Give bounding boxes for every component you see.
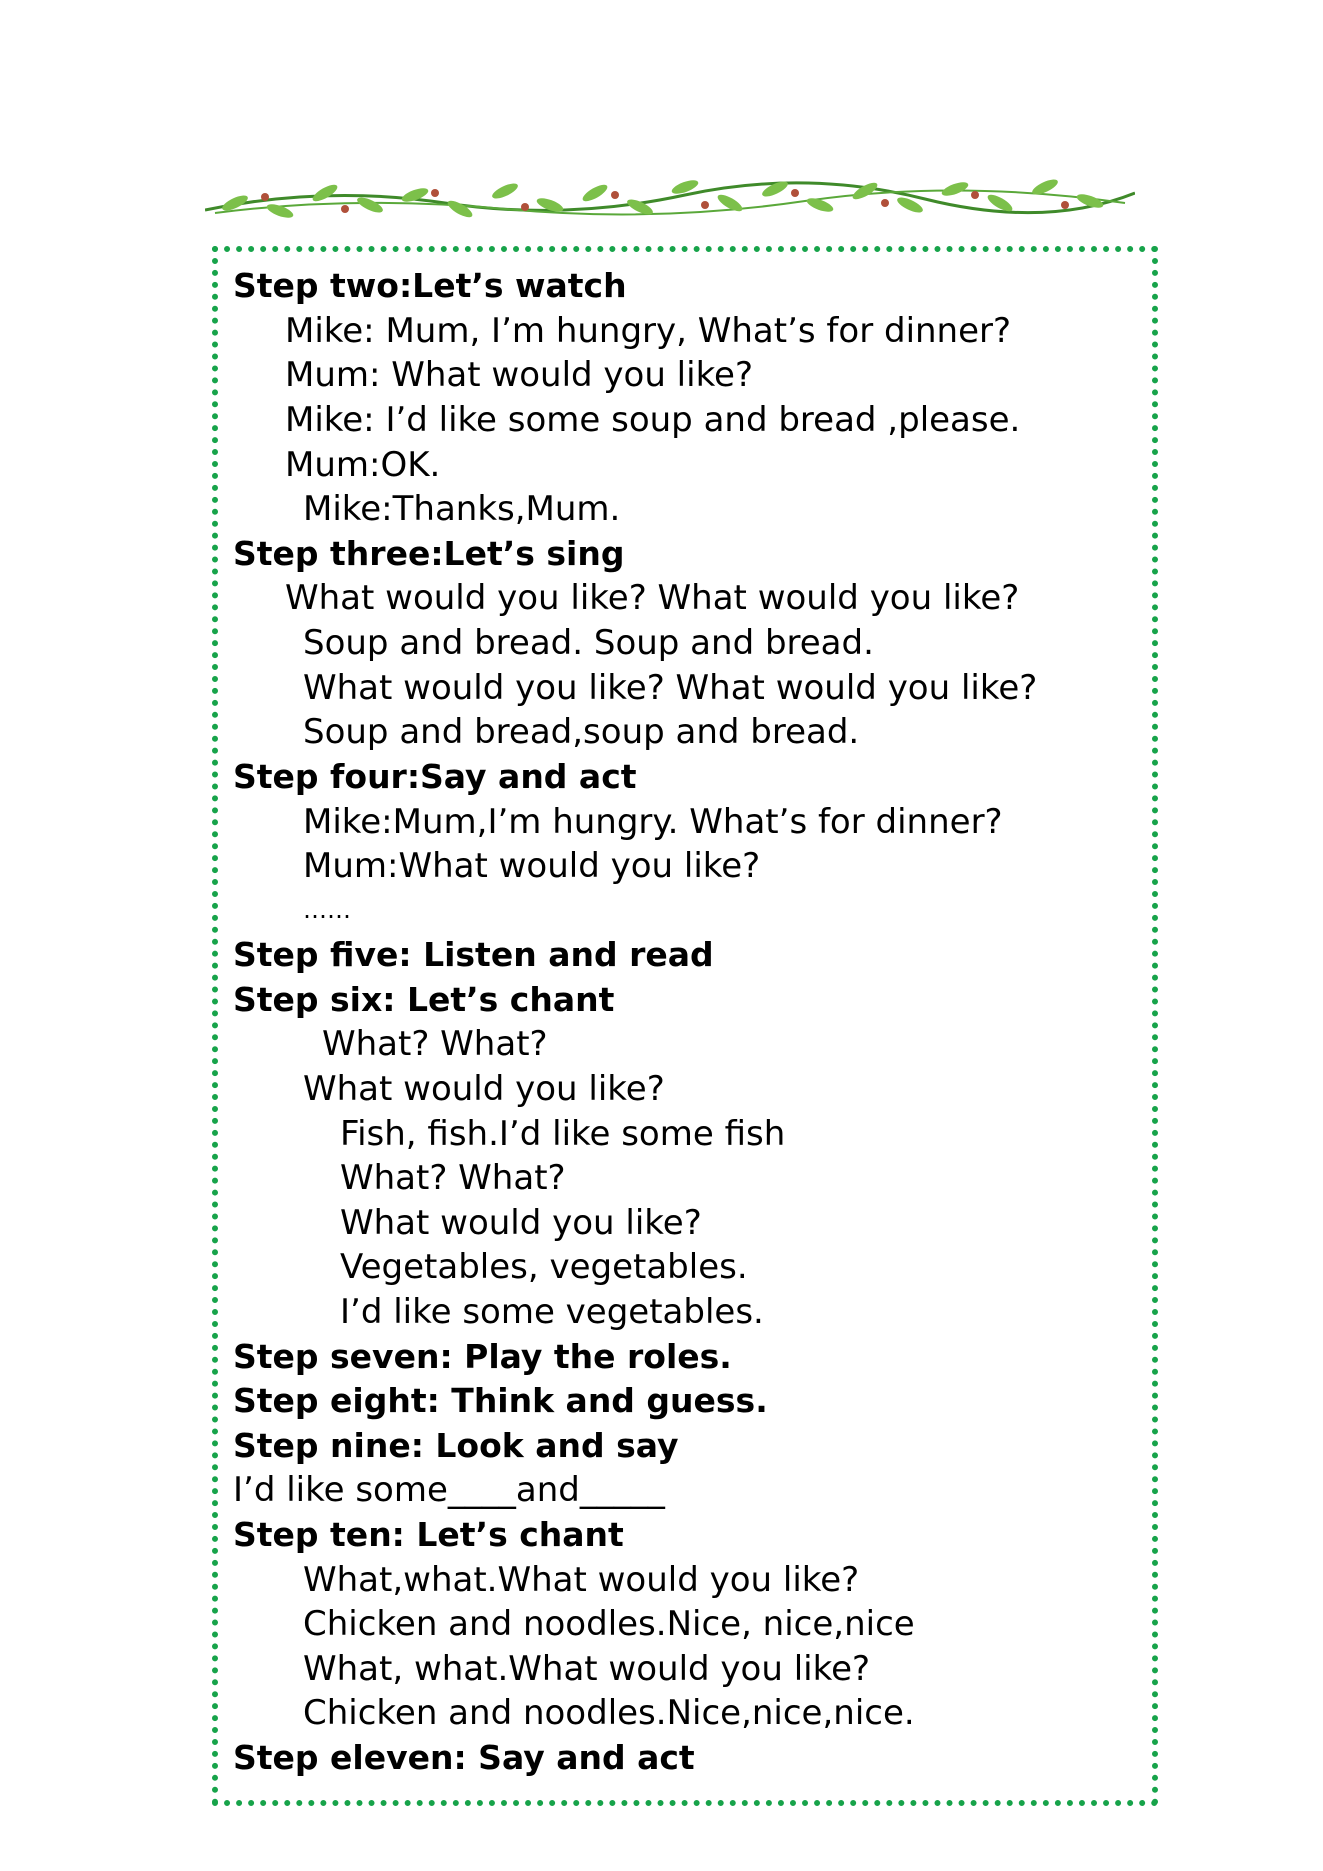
song-line: Soup and bread. Soup and bread. [303, 623, 874, 663]
chant-line: What? What? [340, 1158, 566, 1198]
chant-line: What,what.What would you like? [303, 1560, 860, 1600]
dialogue-line: Mum:What would you like? [303, 846, 761, 886]
dialogue-line: Mike: I’d like some soup and bread ,please. [285, 400, 1021, 440]
step-three-heading: Step three:Let’s sing [233, 534, 625, 573]
chant-line: What would you like? [303, 1069, 665, 1109]
chant-line: What? What? [322, 1024, 548, 1064]
dialogue-line: Mike:Mum,I’m hungry. What’s for dinner? [303, 802, 1003, 842]
ellipsis-line: …… [303, 896, 351, 924]
dialogue-line: Mum:OK. [285, 445, 441, 485]
step-four-heading: Step four:Say and act [233, 757, 637, 796]
dialogue-line: Mike:Thanks,Mum. [303, 489, 621, 529]
step-two-heading: Step two:Let’s watch [233, 266, 627, 305]
song-line: What would you like? What would you like? [303, 668, 1038, 708]
dialogue-line: Mike: Mum, I’m hungry, What’s for dinner? [285, 311, 1012, 351]
step-nine-heading: Step nine: Look and say [233, 1426, 679, 1465]
step-eleven-heading: Step eleven: Say and act [233, 1738, 695, 1777]
chant-line: Vegetables, vegetables. [340, 1247, 748, 1287]
chant-line: Chicken and noodles.Nice,nice,nice. [303, 1693, 915, 1733]
chant-line: What, what.What would you like? [303, 1649, 871, 1689]
dialogue-line: Mum: What would you like? [285, 355, 754, 395]
chant-line: What would you like? [340, 1203, 702, 1243]
floral-vine-border-icon [205, 165, 1135, 225]
fill-in-blank-line: I’d like some____and_____ [233, 1470, 665, 1510]
chant-line: Chicken and noodles.Nice, nice,nice [303, 1604, 915, 1644]
song-line: Soup and bread,soup and bread. [303, 712, 860, 752]
chant-line: Fish, fish.I’d like some fish [340, 1114, 786, 1154]
chant-line: I’d like some vegetables. [340, 1292, 764, 1332]
song-line: What would you like? What would you like? [285, 578, 1020, 618]
step-ten-heading: Step ten: Let’s chant [233, 1515, 624, 1554]
step-eight-heading: Step eight: Think and guess. [233, 1381, 768, 1420]
step-six-heading: Step six: Let’s chant [233, 980, 615, 1019]
step-five-heading: Step five: Listen and read [233, 935, 714, 974]
step-seven-heading: Step seven: Play the roles. [233, 1337, 732, 1376]
